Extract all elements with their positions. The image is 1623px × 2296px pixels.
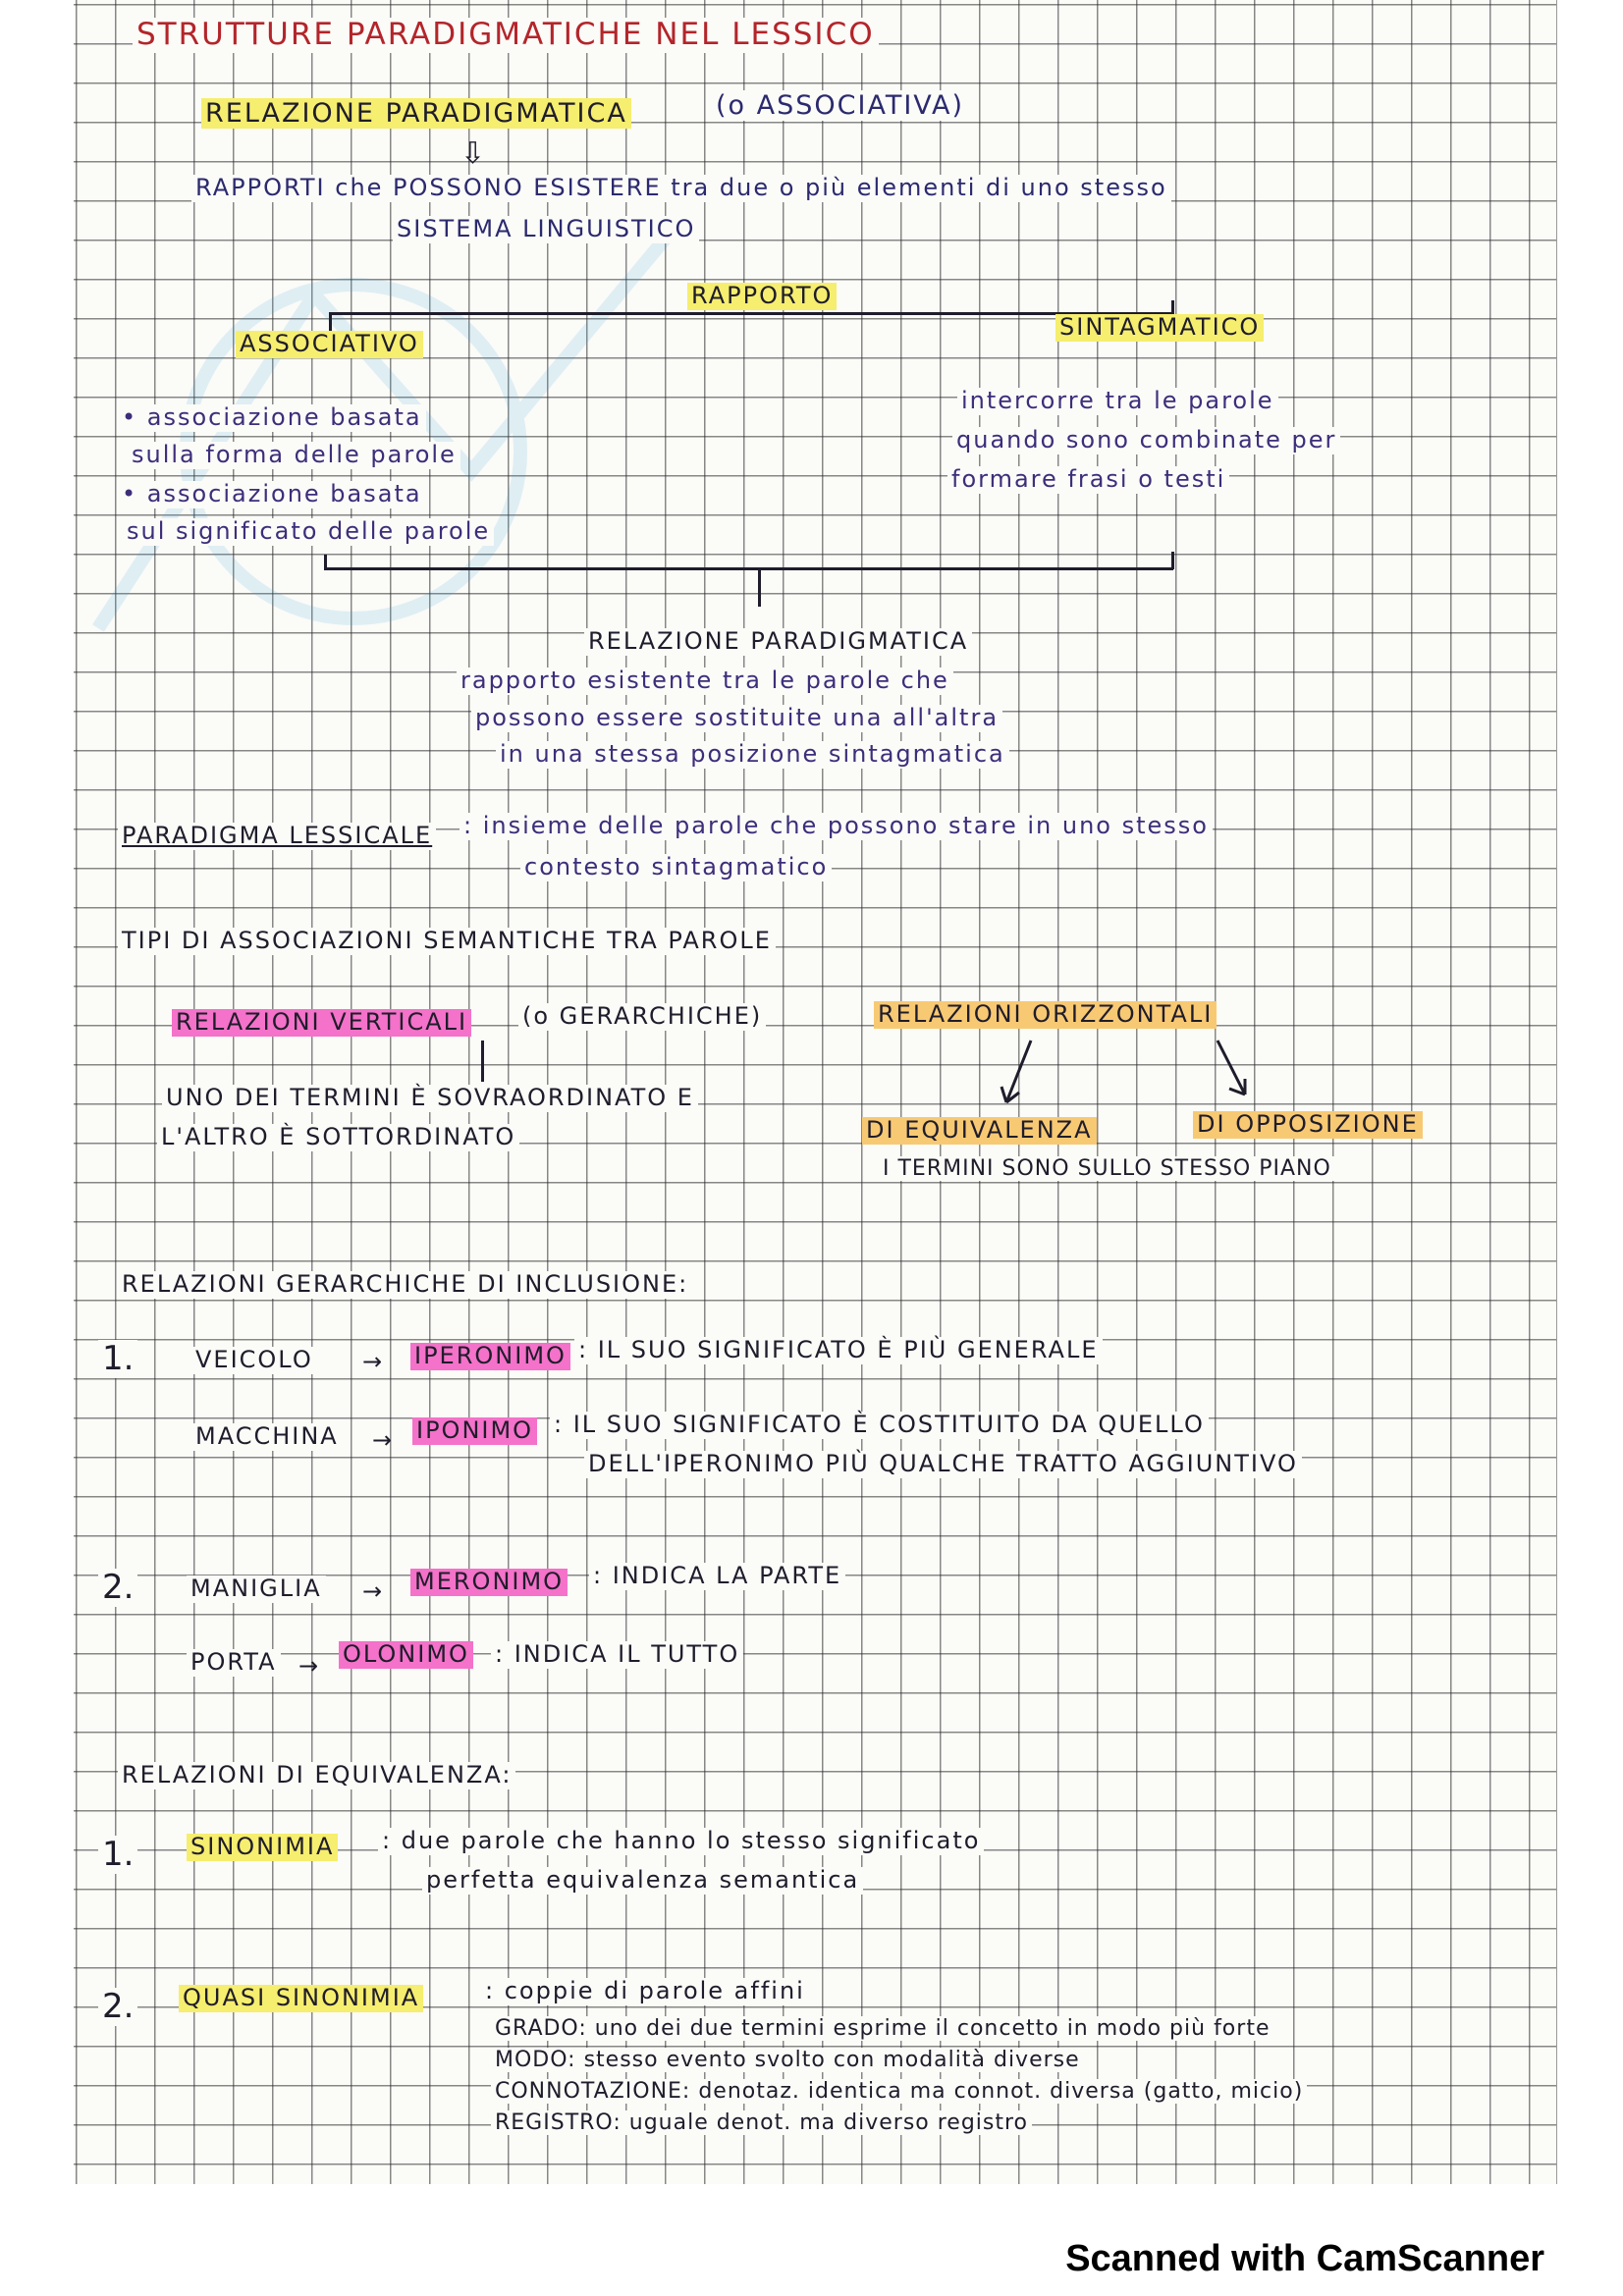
quasi-detail-line: GRADO: uno dei due termini esprime il concetto in modo più forte: [491, 2016, 1273, 2041]
verticali-line: UNO DEI TERMINI È SOVRAORDINATO E: [162, 1085, 698, 1112]
equivalenza-heading: RELAZIONI DI EQUIVALENZA:: [118, 1762, 515, 1789]
sinonimia-term: SINONIMIA: [187, 1834, 338, 1861]
quasi-sinonimia-desc: : coppie di parole affini: [481, 1978, 809, 2005]
orizzontali-arrows-icon: [992, 1036, 1257, 1114]
rapporto-label: RAPPORTO: [687, 283, 837, 310]
relazione-line: possono essere sostituite una all'altra: [471, 705, 1002, 732]
tipi-heading: TIPI DI ASSOCIAZIONI SEMANTICHE TRA PAROLE: [118, 928, 776, 955]
associativo-item: • associazione basata: [118, 404, 426, 432]
sintagmatico-line: formare frasi o testi: [947, 466, 1229, 494]
definition-line-1: RAPPORTI che POSSONO ESISTERE tra due o più elementi di uno stesso: [191, 175, 1171, 202]
stesso-piano-note: I TERMINI SONO SULLO STESSO PIANO: [879, 1156, 1335, 1181]
relazione-heading: RELAZIONE PARADIGMATICA: [584, 628, 972, 656]
olonimo-desc: : INDICA IL TUTTO: [491, 1641, 743, 1669]
associativo-item: sulla forma delle parole: [128, 442, 460, 469]
equivalenza-label: DI EQUIVALENZA: [862, 1117, 1097, 1145]
paradigma-text: contesto sintagmatico: [520, 854, 832, 881]
verticali-arrow: [481, 1041, 484, 1082]
merge-left-tick: [324, 555, 327, 570]
definition-line-2: SISTEMA LINGUISTICO: [393, 216, 699, 243]
sintagmatico-label: SINTAGMATICO: [1055, 314, 1264, 342]
page-title: STRUTTURE PARADIGMATICHE NEL LESSICO: [133, 18, 879, 53]
gerarchiche-note: (o GERARCHICHE): [518, 1003, 766, 1031]
arrow-right-icon: →: [372, 1426, 395, 1454]
arrow-right-icon: →: [362, 1348, 385, 1375]
iperonimo-desc: : IL SUO SIGNIFICATO È PIÙ GENERALE: [574, 1337, 1103, 1364]
veicolo-word: VEICOLO: [191, 1347, 317, 1374]
relazione-line: rapporto esistente tra le parole che: [457, 667, 953, 695]
meronimo-term: MERONIMO: [410, 1569, 568, 1596]
quasi-detail-line: REGISTRO: uguale denot. ma diverso registro: [491, 2110, 1032, 2135]
associativo-label: ASSOCIATIVO: [236, 331, 423, 358]
associativo-item: • associazione basata: [118, 481, 426, 508]
merge-right-tick: [1171, 552, 1174, 569]
olonimo-term: OLONIMO: [339, 1641, 473, 1669]
associativa-note: (o ASSOCIATIVA): [712, 90, 968, 121]
quasi-detail-line: MODO: stesso evento svolto con modalità diverse: [491, 2048, 1084, 2072]
iponimo-desc: : IL SUO SIGNIFICATO È COSTITUITO DA QUELLO: [550, 1412, 1209, 1439]
sintagmatico-line: quando sono combinate per: [952, 427, 1340, 454]
iperonimo-term: IPERONIMO: [410, 1343, 570, 1370]
verticali-line: L'ALTRO È SOTTORDINATO: [157, 1124, 519, 1151]
quasi-detail-line: CONNOTAZIONE: denotaz. identica ma connot. diversa (gatto, micio): [491, 2079, 1307, 2104]
relazione-paradigmatica-heading: RELAZIONE PARADIGMATICA: [201, 98, 631, 129]
down-arrow-icon: ⇩: [460, 136, 488, 171]
item-number: 1.: [98, 1836, 137, 1874]
iponimo-term: IPONIMO: [412, 1417, 537, 1445]
paradigma-text: : insieme delle parole che possono stare in uno stesso: [460, 813, 1213, 840]
scanner-footer: Scanned with CamScanner: [1065, 2238, 1544, 2279]
porta-word: PORTA: [187, 1649, 281, 1677]
macchina-word: MACCHINA: [191, 1423, 343, 1451]
arrow-right-icon: →: [362, 1577, 385, 1605]
item-number: 2.: [98, 1569, 137, 1607]
item-number: 2.: [98, 1988, 137, 2026]
item-number: 1.: [98, 1340, 137, 1378]
merge-bracket-line: [324, 567, 1173, 570]
merge-down-line: [758, 569, 761, 607]
relazione-line: in una stessa posizione sintagmatica: [496, 741, 1009, 769]
iponimo-desc: DELL'IPERONIMO PIÙ QUALCHE TRATTO AGGIUNTIVO: [584, 1451, 1302, 1478]
rapporto-branch-line: [329, 312, 1173, 315]
inclusione-heading: RELAZIONI GERARCHICHE DI INCLUSIONE:: [118, 1271, 692, 1299]
paradigma-label: PARADIGMA LESSICALE: [118, 823, 436, 850]
arrow-right-icon: →: [298, 1652, 321, 1680]
relazioni-orizzontali-label: RELAZIONI ORIZZONTALI: [874, 1001, 1217, 1029]
associativo-item: sul significato delle parole: [123, 518, 494, 546]
quasi-sinonimia-term: QUASI SINONIMIA: [179, 1985, 423, 2012]
meronimo-desc: : INDICA LA PARTE: [589, 1563, 845, 1590]
sintagmatico-line: intercorre tra le parole: [957, 388, 1278, 415]
sinonimia-desc: perfetta equivalenza semantica: [422, 1867, 863, 1895]
sinonimia-desc: : due parole che hanno lo stesso significato: [378, 1828, 984, 1855]
maniglia-word: MANIGLIA: [187, 1575, 326, 1603]
opposizione-label: DI OPPOSIZIONE: [1193, 1111, 1423, 1139]
relazioni-verticali-label: RELAZIONI VERTICALI: [172, 1009, 471, 1037]
